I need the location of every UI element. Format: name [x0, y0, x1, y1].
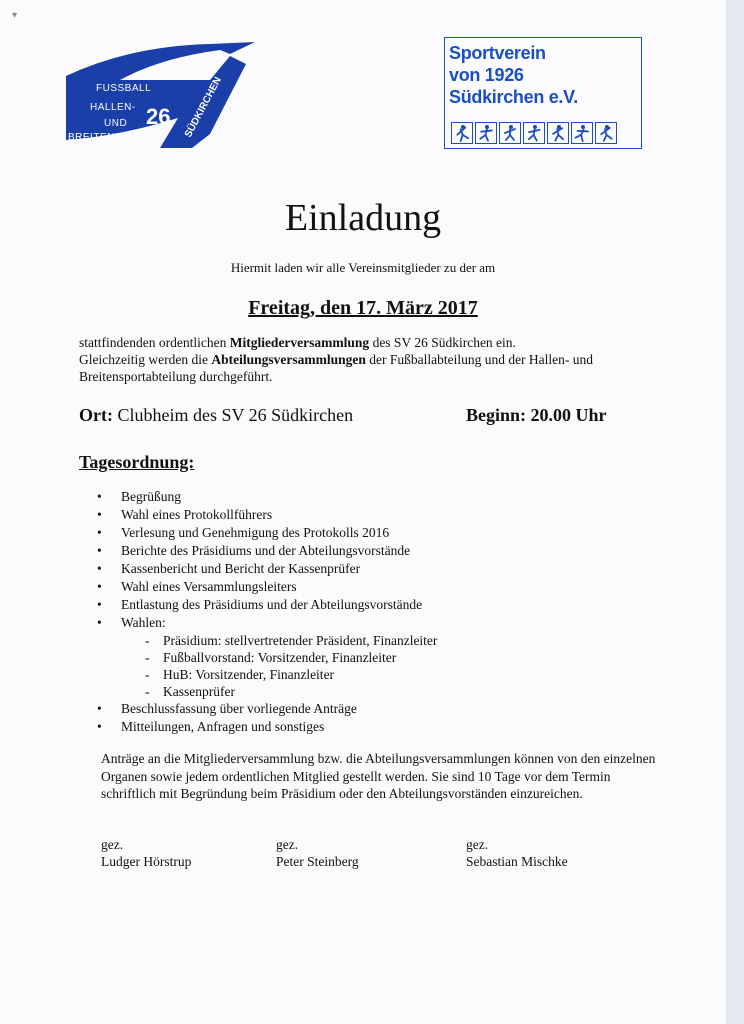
agenda-item: • Wahl eines Protokollführers: [79, 506, 437, 524]
sport-icons-row: [451, 122, 617, 144]
start-time: Beginn: 20.00 Uhr: [466, 405, 607, 425]
logo-line-fussball: FUSSBALL: [96, 83, 152, 94]
para-bold-abteilungsversammlungen: Abteilungsversammlungen: [211, 352, 366, 367]
para-text: Gleichzeitig werden die: [79, 352, 212, 367]
agenda-item: • Begrüßung: [79, 488, 437, 506]
hurdler-icon: [571, 122, 593, 144]
runner-icon: [451, 122, 473, 144]
agenda-item: • Beschlussfassung über vorliegende Anträge: [79, 700, 437, 718]
wahlen-item: - Präsidium: stellvertretender Präsident, Finanzleiter: [121, 632, 437, 649]
intro-paragraph: [79, 334, 659, 385]
signature-name: Sebastian Mischke: [466, 854, 568, 869]
logo-line-hallen: HALLEN-: [90, 102, 136, 113]
club-name-logo: [444, 37, 642, 149]
agenda-item: • Wahl eines Versammlungsleiters: [79, 578, 437, 596]
meeting-date: Freitag, den 17. März 2017: [248, 297, 478, 319]
wahlen-sublist: [121, 632, 437, 700]
paper-edge: [726, 0, 744, 1024]
location-value: Clubheim des SV 26 Südkirchen: [112, 405, 354, 425]
club-line-2: von 1926: [449, 65, 524, 85]
wrestler-icon: [595, 122, 617, 144]
signature-gez: gez.: [466, 837, 489, 852]
signature-block: [276, 836, 359, 870]
sprinter-icon: [475, 122, 497, 144]
club-line-3: Südkirchen e.V.: [449, 87, 578, 107]
para-text: des SV 26 Südkirchen ein.: [369, 335, 516, 350]
agenda-title: Tagesordnung:: [79, 452, 195, 472]
agenda-item: • Berichte des Präsidiums und der Abteilungsvorstände: [79, 542, 437, 560]
location-label: Ort:: [79, 405, 113, 425]
logo-line-breitensport: BREITENSPORT: [68, 132, 152, 143]
closing-paragraph: Anträge an die Mitgliederversammlung bzw. die Abteilungsversammlungen können von den einzelnen Organen sowie jedem ordentlichen Mitglied gestellt werden. Sie sind 10 Tage vor dem Termin schriftlich mit Begründung beim Präsidium oder den Abteilungsvorständen einzureichen.: [101, 751, 656, 801]
para-bold-mitgliederversammlung: Mitgliederversammlung: [229, 335, 370, 350]
signature-block: [466, 836, 568, 870]
para-text: der Fußballabteilung und der Hallen- und Breitensportabteilung durchgeführt.: [79, 352, 594, 384]
signature-block: [101, 836, 191, 870]
scan-mark: ▾: [12, 10, 18, 21]
wahlen-item: - HuB: Vorsitzender, Finanzleiter: [121, 666, 437, 683]
para-text: stattfindenden ordentlichen: [79, 335, 230, 350]
signature-gez: gez.: [276, 837, 299, 852]
jumper-icon: [547, 122, 569, 144]
dancer-icon: [523, 122, 545, 144]
wahlen-item: - Kassenprüfer: [121, 683, 437, 700]
club-line-1: Sportverein: [449, 43, 546, 63]
location: [79, 405, 353, 426]
intro-text: Hiermit laden wir alle Vereinsmitglieder zu der am: [230, 260, 496, 275]
signature-name: Ludger Hörstrup: [101, 854, 192, 869]
agenda-item: • Mitteilungen, Anfragen und sonstiges: [79, 718, 437, 736]
signature-gez: gez.: [101, 837, 124, 852]
agenda-item: • Kassenbericht und Bericht der Kassenprüfer: [79, 560, 437, 578]
agenda-item: • Verlesung und Genehmigung des Protokolls 2016: [79, 524, 437, 542]
page-title: Einladung: [284, 197, 442, 239]
sv26-logo: [60, 36, 260, 154]
agenda-item-label: Wahlen:: [121, 615, 166, 630]
signature-name: Peter Steinberg: [276, 854, 359, 869]
logo-number: 26: [146, 104, 171, 129]
wahlen-item: - Fußballvorstand: Vorsitzender, Finanzleiter: [121, 649, 437, 666]
logo-vertical-text: SÜDKIRCHEN: [182, 75, 224, 140]
agenda-list: [79, 488, 437, 736]
gymnast-icon: [499, 122, 521, 144]
agenda-item-wahlen: [79, 614, 437, 700]
agenda-item: • Entlastung des Präsidiums und der Abteilungsvorstände: [79, 596, 437, 614]
logo-line-und: UND: [104, 118, 128, 129]
